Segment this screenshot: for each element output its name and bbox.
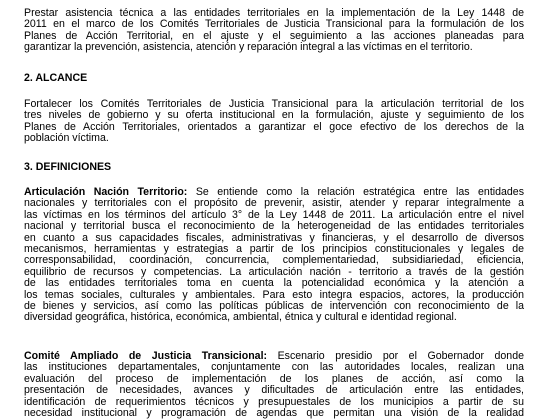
text-line: población víctima. [24,132,109,145]
intro-paragraph [24,8,524,54]
text-line: corresponsabilidad, coordinación, concurrencia, complementariedad, subsidiariedad, eficiencia, [24,254,524,267]
section-heading-definiciones: 3. DEFINICIONES [24,161,112,173]
text-line: equilibrio de recursos y competencias. La articulación nación - territorio a través de la gestión [24,265,524,278]
text-line: de las entidades territoriales toma en cuenta la potencialidad económica y la atención a [24,277,524,290]
definition-comite-ampliado [24,351,524,419]
text-line: 2011 en el marco de los Comités Territoriales de Justicia Transicional para la formulación de los [24,18,524,31]
text-line: las víctimas en los términos del artículo 3° de la Ley 1448 de 2011. La articulación entre el nivel [24,208,524,221]
section-heading-alcance: 2. ALCANCE [24,72,88,84]
text-line: tres niveles de gobierno y su oferta institucional en la formulación, ajuste y seguimiento de los [24,109,524,122]
text-line: presentación de necesidades, avances y dificultades de articulación entre las entidades, [24,384,524,397]
definition-text: Se entiende como la relación estratégica entre las entidades [195,186,524,198]
text-line: en cuanto a sus capacidades fiscales, administrativas y financieras, y el desarrollo de diversos [24,231,524,244]
text-line: Planes de Acción Territorial, en el ajuste y el seguimiento a las acciones planeadas para [24,29,524,42]
text-line: Planes de Acción Territoriales, orientados a garantizar el goce efectivo de los derechos de la [24,120,524,133]
definition-term: Articulación Nación Territorio: [24,186,188,198]
text-line: nacionales y territoriales con el propósito de prevenir, asistir, atender y reparar integralmente a [24,197,524,210]
text-line: garantizar la prevención, asistencia, atención y reparación integral a las víctimas en el territorio. [24,41,473,54]
text-line: mecanismos, herramientas y estrategias a partir de los principios constitucionales y legales de [24,243,524,256]
definition-text: Escenario presidio por el Gobernador donde [277,350,524,362]
text-line: Prestar asistencia técnica a las entidades territoriales en la implementación de la Ley 1448 de [24,7,524,19]
text-line: necesidad institucional y programación de agendas que permitan una visión de la realidad [24,407,524,420]
text-line: nacional y territorial busca el reconocimiento de la heterogeneidad de las entidades territoriales [24,220,524,233]
text-line: las instituciones departamentales, conjuntamente con las autoridades locales, realizan una [24,361,524,374]
alcance-paragraph [24,99,524,145]
text-line: diversidad geográfica, histórica, económica, ambiental, étnica y cultural e identidad regional. [24,311,457,324]
text-line: identificación de requerimientos técnicos y presupuestales de los municipios a partir de su [24,395,524,408]
text-line: evaluación del proceso de implementación de los planes de acción, así como la [24,372,524,385]
text-line: de bienes y servicios, así como las políticas públicas de intervención con reconocimiento de la [24,300,524,313]
text-line: los temas sociales, culturales y ambientales. Para esto integra espacios, actores, la producción [24,288,524,301]
definition-term: Comité Ampliado de Justicia Transicional: [24,350,268,362]
definition-articulacion [24,187,524,324]
text-line: Fortalecer los Comités Territoriales de Justicia Transicional para la articulación territorial de los [24,98,524,110]
